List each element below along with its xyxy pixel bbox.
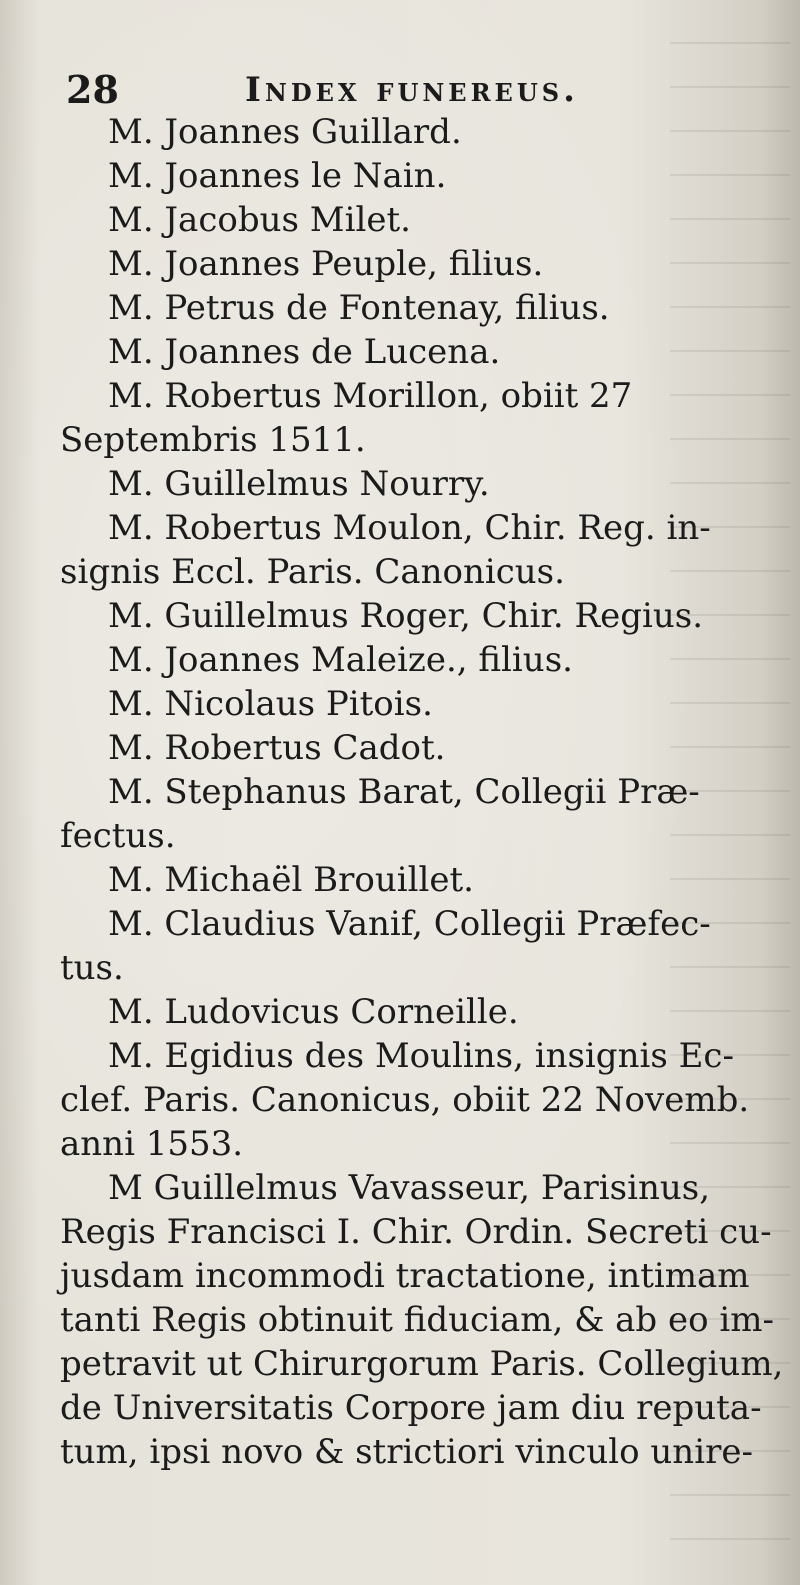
entry-line: M. Nicolaus Pitois. [108, 684, 433, 724]
index-body [60, 110, 784, 1474]
entry-line: M Guillelmus Vavasseur, Parisinus, [108, 1168, 711, 1208]
entry-line: M. Stephanus Barat, Collegii Præ- [108, 772, 700, 812]
entry-line: M. Petrus de Fontenay, filius. [108, 288, 610, 328]
page-number: 28 [66, 67, 119, 112]
entry-line: M. Egidius des Moulins, insignis Ec- [108, 1036, 734, 1076]
entry-line: M. Guillelmus Nourry. [108, 464, 490, 504]
entry-line: M. Robertus Moulon, Chir. Reg. in- [108, 508, 711, 548]
entry-line: M. Joannes Guillard. [108, 112, 462, 152]
entry-continuation-line: fectus. [60, 816, 176, 856]
entry-continuation-line: anni 1553. [60, 1124, 244, 1164]
entry-line: M. Claudius Vanif, Collegii Præfec- [108, 904, 711, 944]
entry-continuation-line: tus. [60, 948, 124, 988]
entry-line: M. Ludovicus Corneille. [108, 992, 519, 1032]
entry-line: M. Jacobus Milet. [108, 200, 411, 240]
entry-continuation-line: jusdam incommodi tractatione, intimam [60, 1256, 750, 1296]
entry-continuation-line: tum, ipsi novo & strictiori vinculo unire- [60, 1432, 753, 1472]
entry-continuation-line: tanti Regis obtinuit fiduciam, & ab eo im- [60, 1300, 774, 1340]
running-head: Index funereus. [245, 70, 579, 110]
entry-line: M. Michaël Brouillet. [108, 860, 474, 900]
entry-line: M. Joannes de Lucena. [108, 332, 501, 372]
entry-line: M. Joannes le Nain. [108, 156, 447, 196]
entry-line: M. Joannes Maleize., filius. [108, 640, 573, 680]
entry-line: M. Guillelmus Roger, Chir. Regius. [108, 596, 704, 636]
entry-continuation-line: petravit ut Chirurgorum Paris. Collegium, [60, 1344, 784, 1384]
entry-continuation-line: de Universitatis Corpore jam diu reputa- [60, 1388, 762, 1428]
entry-line: M. Joannes Peuple, filius. [108, 244, 544, 284]
entry-line: M. Robertus Cadot. [108, 728, 446, 768]
entry-continuation-line: Regis Francisci I. Chir. Ordin. Secreti cu- [60, 1212, 772, 1252]
entry-line: M. Robertus Morillon, obiit 27 [108, 376, 633, 416]
entry-continuation-line: Septembris 1511. [60, 420, 366, 460]
entry-continuation-line: signis Eccl. Paris. Canonicus. [60, 552, 565, 592]
entry-continuation-line: clef. Paris. Canonicus, obiit 22 Novemb. [60, 1080, 750, 1120]
